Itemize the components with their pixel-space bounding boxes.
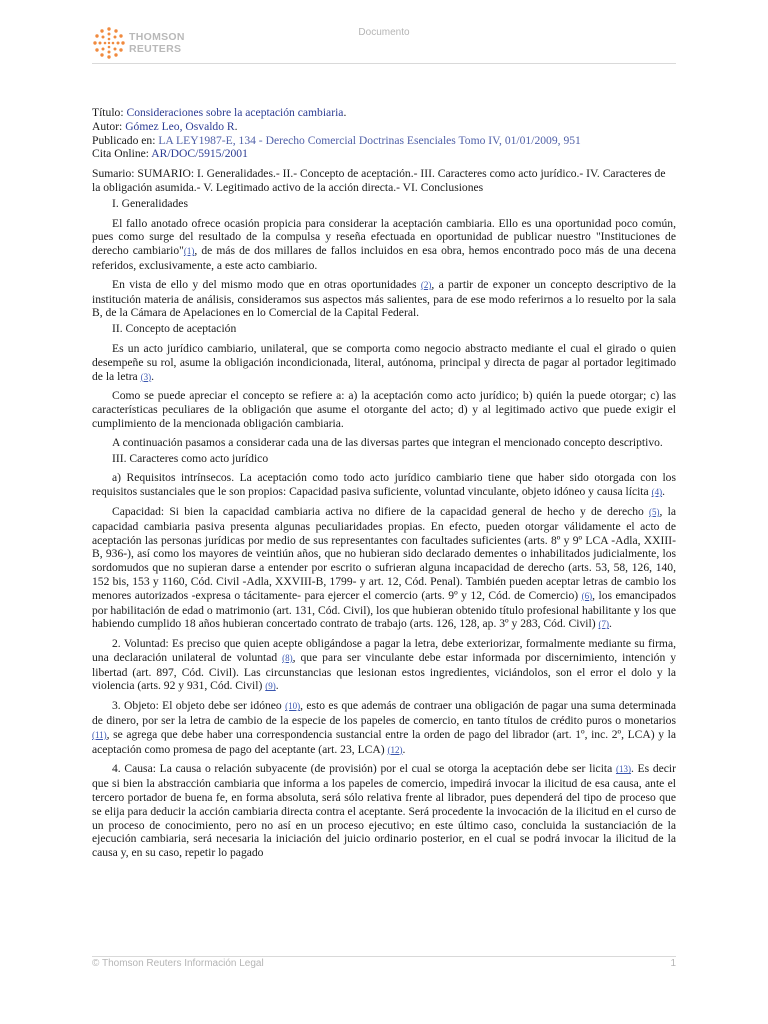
page-header [0,0,768,66]
text-run: , de más de dos millares de fallos incluidos en esa obra, hemos encontrado poco más de una decena referidos, exclusivamente, a este acto cambiario. [92,244,676,272]
titulo-label: Título: [92,106,124,119]
cita-row [92,147,676,161]
paragraph [92,342,676,384]
footnote-ref-13[interactable]: (13) [615,764,631,775]
footnote-ref-1[interactable]: (1) [183,246,195,257]
paragraph [92,217,676,273]
text-run: En vista de ello y del mismo modo que en otras oportunidades [112,277,421,291]
text-run: . [275,679,279,693]
page-number: 1 [670,958,676,969]
text-run: , la capacidad cambiaria pasiva presenta algunas peculiaridades propias. En efecto, pueden otorgar válidamente el acto de aceptación las personas jurídicas por medio de sus representantes con facultades suficientes (arts. 8º y 9º LCA -Adla, XXIII-B, 936-), así como los mayores de veintiún años, que no hubieran sido declarado dementes o inhabilitados judicialmente, los sordomudos que no supieran darse a entender por escrito o sufrieran alguna incapacidad de derecho (arts. 53, 58, 126, 140, 152 bis, 153 y 1160, Cód. Civil -Adla, XXVIII-B, 1799- y art. 12, Cód. Penal). También pueden aceptar letras de cambio los menores autorizados -expresa o tácitamente- para ejercer el comercio (arts. 9º y 12, Cód. de Comercio) [92,504,676,602]
footnote-ref-5[interactable]: (5) [649,506,660,517]
footnote-ref-3[interactable]: (3) [140,371,152,382]
paragraph [92,505,676,632]
paragraph [92,762,676,860]
footnote-ref-9[interactable]: (9) [265,681,276,692]
titulo-row [92,106,676,120]
document-body [92,106,676,860]
autor-row [92,120,676,134]
text-run: Capacidad: Si bien la capacidad cambiaria activa no difiere de la capacidad general de hecho y de derecho [112,504,650,518]
paragraph [92,637,676,694]
titulo-end: . [343,106,347,119]
text-run: . [151,369,155,383]
publicado-row [92,134,676,148]
sumario: Sumario: SUMARIO: I. Generalidades.- II.- Concepto de aceptación.- III. Caracteres como acto jurídico.- IV. Caracteres de la obligación asumida.- V. Legitimado activo de la acción directa.- VI. Conclusiones [92,167,666,194]
footnote-ref-4[interactable]: (4) [651,487,663,498]
footnote-ref-8[interactable]: (8) [282,652,293,663]
paragraph [92,471,676,500]
section-heading-caracteres: III. Caracteres como acto jurídico [112,451,269,465]
paragraph: Como se puede apreciar el concepto se refiere a: a) la aceptación como acto jurídico; b) quién la puede otorgar; c) las características peculiares de la obligación que asume el otorgante del acto; d) y al legitimado activo que puede exigir el cumplimiento de la mencionada obligación cambiaria. [92,389,676,430]
text-run: . [609,617,612,631]
autor-label: Autor: [92,119,123,133]
section-heading-generalidades: I. Generalidades [112,196,188,210]
footnote-ref-11[interactable]: (11) [92,729,107,740]
text-run: 2. Voluntad: Es preciso que quien acepte obligándose a pagar la letra, debe exteriorizar, formalmente mediante su firma, una declaración unilateral de voluntad [92,637,676,664]
publicado-link[interactable]: LA LEY1987-E, 134 - Derecho Comercial Doctrinas Esenciales Tomo IV, 01/01/2009, 951 [158,133,581,147]
text-run: a) Requisitos intrínsecos. La aceptación como todo acto jurídico cambiario tiene que haber sido otorgada con los requisitos sustanciales que le son propios: Capacidad pasiva suficiente, voluntad vinculante, objeto idóneo y causa lícita [92,471,676,499]
text-run: . [402,742,406,756]
document-label: Documento [358,27,410,38]
footer-divider [92,956,676,957]
footnote-ref-10[interactable]: (10) [285,701,301,712]
paragraph [92,278,676,320]
section-heading-concepto: II. Concepto de aceptación [112,322,237,336]
header-divider [92,63,676,64]
text-run: Es un acto jurídico cambiario, unilateral, que se comporta como negocio abstracto mediante el cual el girado o quien desempeñe su rol, asume la obligación incondicionada, literal, autónoma, principal y directa de pagar al portador legitimado de la letra [92,341,676,383]
text-run: , que para ser vinculante debe estar informada por discernimiento, intención y libertad (art. 897, Cód. Civil). Las circunstancias que lesionan estos ingredientes, viciándolos, son el error el dolo y la violencia (arts. 92 y 931, Cód. Civil) [92,650,676,693]
text-run: . [662,485,665,499]
text-run: El fallo anotado ofrece ocasión propicia para considerar la aceptación cambiaria. Ello es una oportunidad poco común, pues como surge del resultado de la compulsa y reseña efectuada en oportunidad de publicar nuestro "Instituciones de derecho cambiario" [92,216,676,258]
text-run: 3. Objeto: El objeto debe ser idóneo [112,699,286,713]
autor-link[interactable]: Gómez Leo, Osvaldo R [125,119,235,133]
text-run: , esto es que además de contraer una obligación de pagar una suma determinada de dinero, por ser la letra de cambio de la especie de los papeles de comercio, en tanto títulos de crédito puros o monetarios [92,699,676,728]
footnote-ref-12[interactable]: (12) [387,744,403,755]
titulo-link[interactable]: Consideraciones sobre la aceptación cambiaria [126,106,344,119]
text-run: 4. Causa: La causa o relación subyacente (de provisión) por el cual se otorga la aceptación debe ser licita [112,762,616,776]
paragraph: A continuación pasamos a considerar cada una de las diversas partes que integran el mencionado concepto descriptivo. [112,435,663,449]
text-run: , se agrega que debe haber una correspondencia sustancial entre la orden de pago del librador (art. 1º, inc. 2º, LCA) y la aceptación como promesa de pago del aceptante (art. 23, LCA) [92,727,676,756]
text-run: , los emancipados por habilitación de edad o matrimonio (art. 131, Cód. Civil), los que hubieran obtenido título profesional habilitante y los que habiendo cumplido 18 años hubieran concertado contrato de trabajo (arts. 126, 128, ap. 3º y 283, Cód. Civil) [92,588,676,631]
publicado-label: Publicado en: [92,133,156,147]
autor-end: . [234,119,238,133]
cita-link[interactable]: AR/DOC/5915/2001 [151,147,248,161]
text-run: , a partir de exponer un concepto descriptivo de la institución materia de análisis, consideramos sus aspectos más salientes, para de ese modo referirnos a lo resuelto por la sala B, de la Cámara de Apelaciones en lo Comercial de la Capital Federal. [92,277,676,320]
logo-line-thomson: THOMSON [129,31,185,43]
logo-line-reuters: REUTERS [129,43,182,55]
footnote-ref-6[interactable]: (6) [581,590,593,601]
footnote-ref-2[interactable]: (2) [420,279,432,290]
text-run: . Es decir que si bien la abstracción cambiaria que informa a los papeles de comercio, impedirá invocar la ilicitud de esa causa, ante el tercero portador de buena fe, en forma absoluta, será sólo relativa frente al librador, pues dependerá del tipo de proceso que se elija para deducir la acción cambiaria directa contra el aceptante. Será procedente la invocación de la ilicitud en el curso de un proceso de conocimiento, pero no así en un proceso ejecutivo; en este último caso, concluida la sustanciación de la ejecución cambiaria, será necesaria la iniciación del juicio ordinario posterior, en el cual se podrá invocar la ilicitud de la causa y, en su caso, repetir lo pagado [92,762,676,860]
cita-label: Cita Online: [92,147,149,161]
copyright-text: © Thomson Reuters Información Legal [92,958,264,969]
paragraph [92,699,676,757]
page-footer [92,958,676,969]
footnote-ref-7[interactable]: (7) [598,619,610,630]
document-metadata [92,106,676,161]
